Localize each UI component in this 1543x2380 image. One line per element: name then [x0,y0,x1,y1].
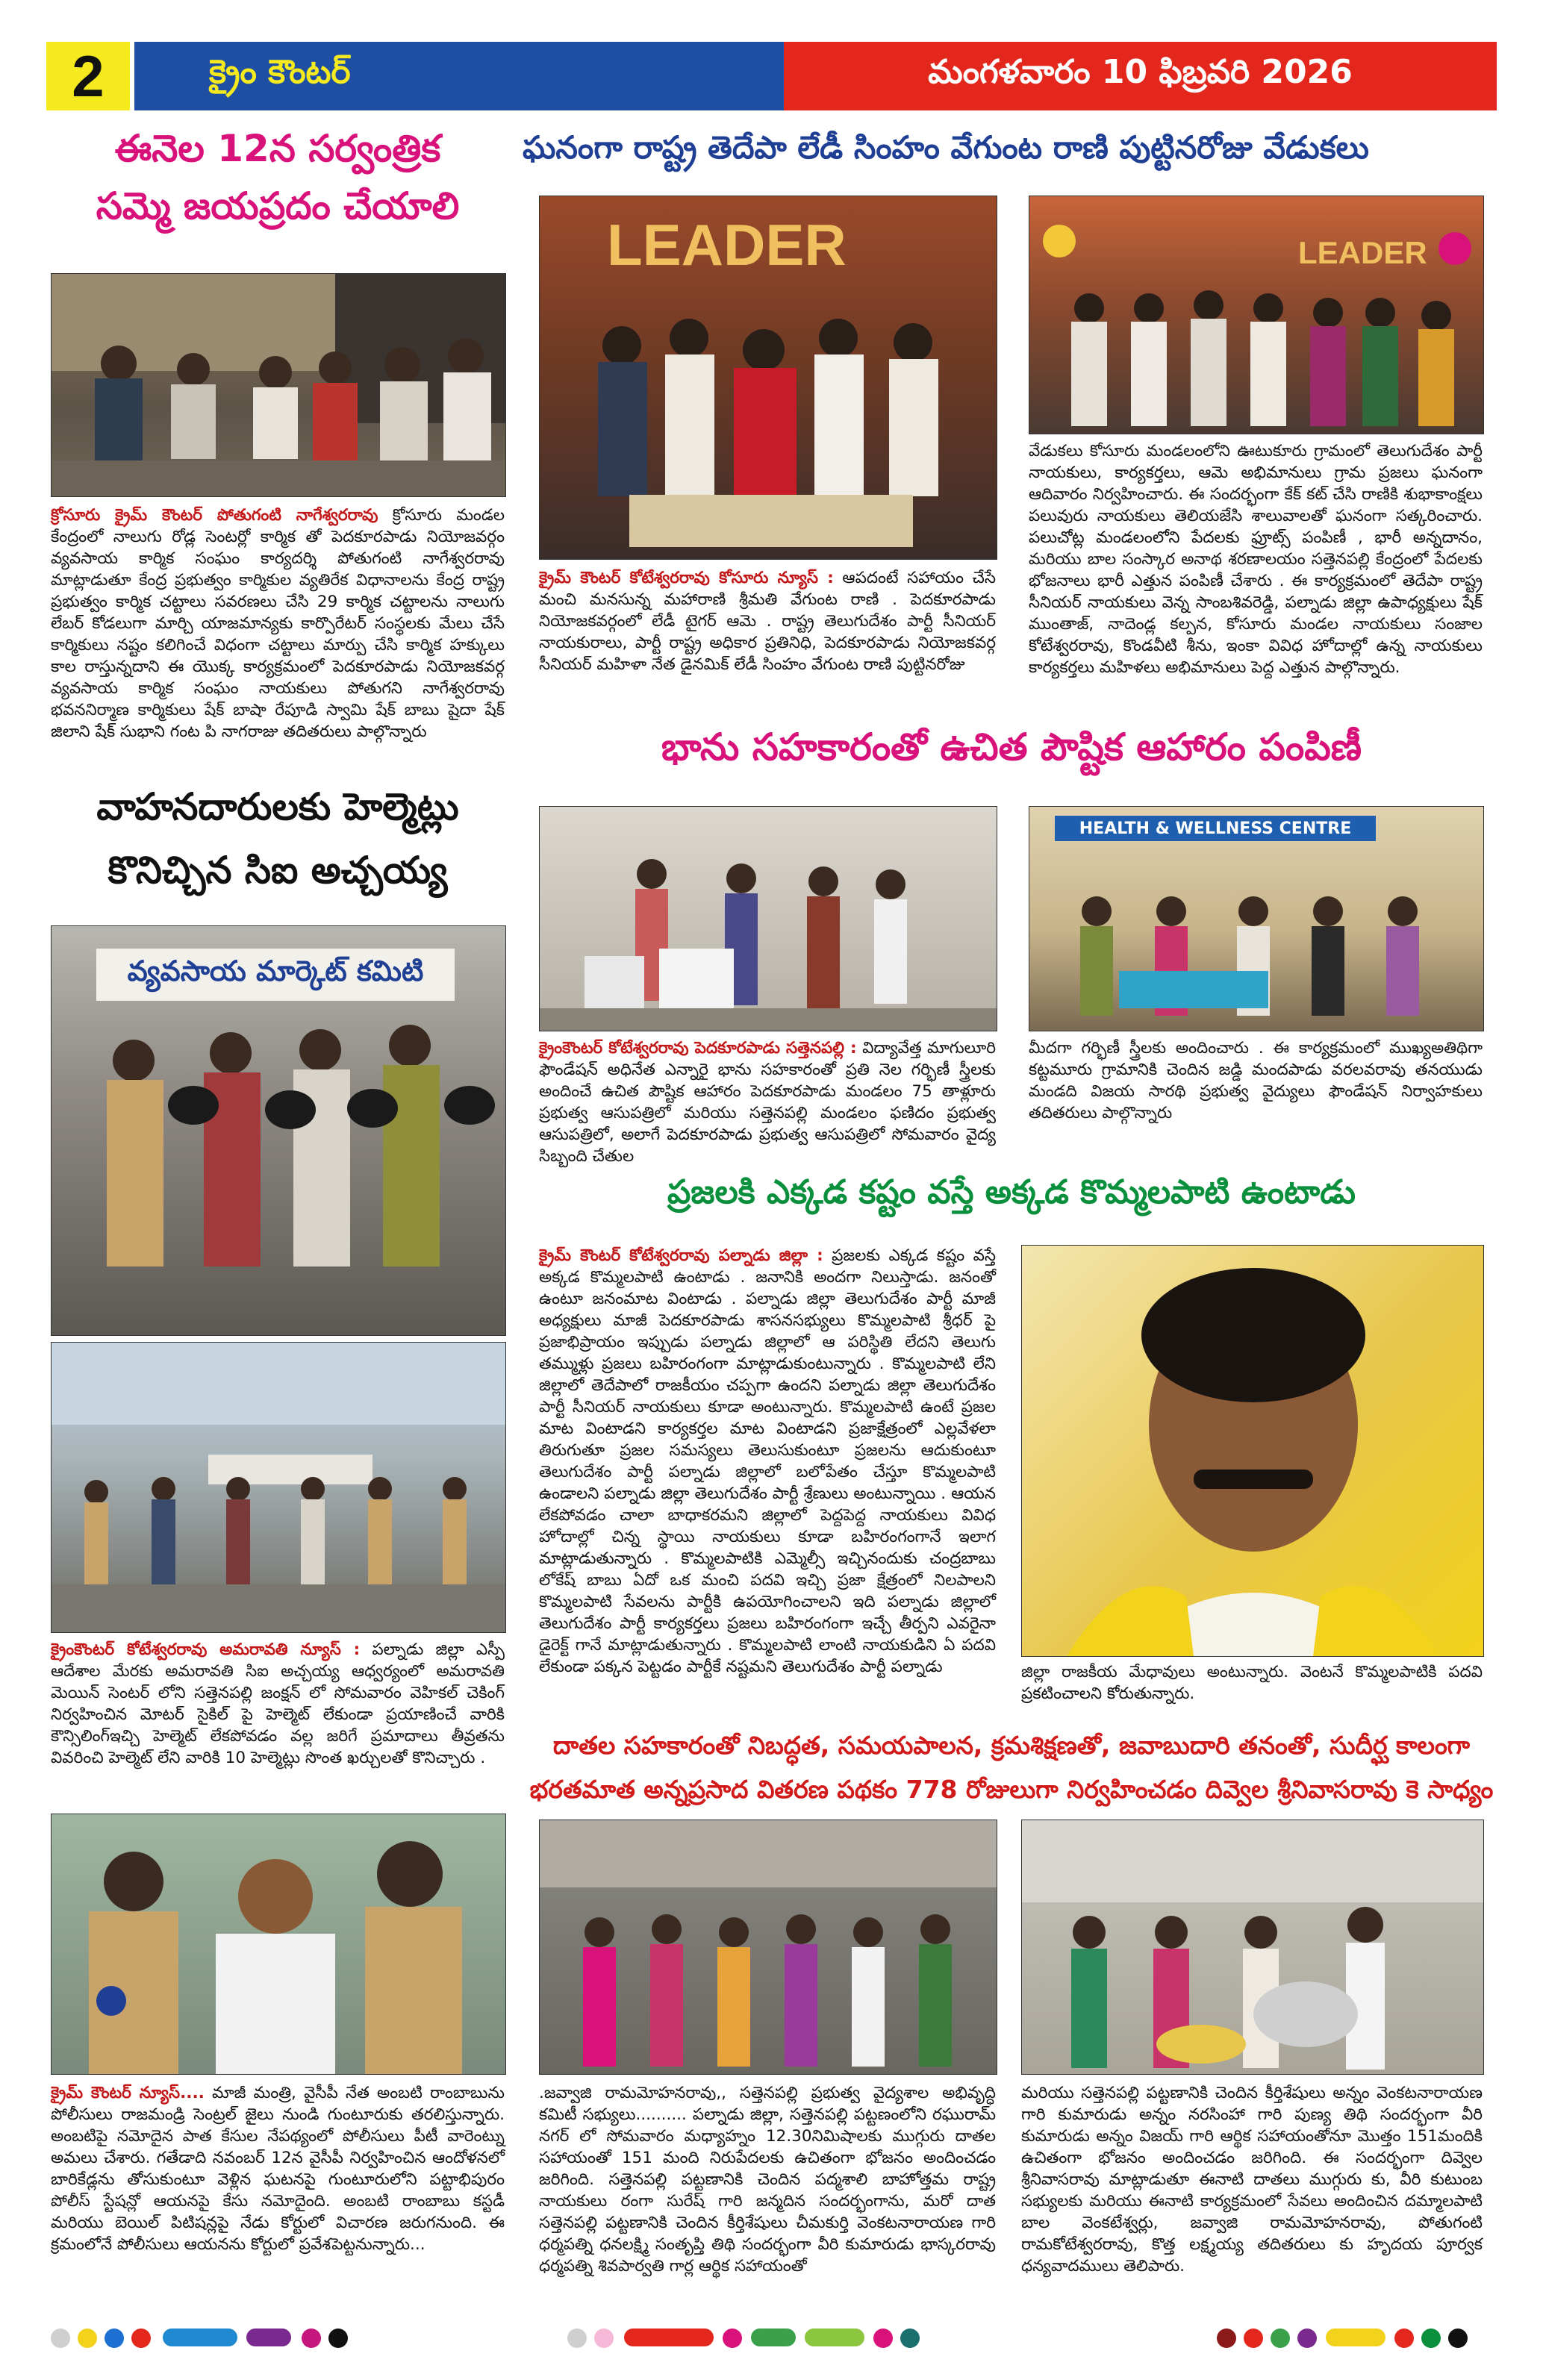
portrait-image [1022,1246,1483,1656]
story1-body: క్రోసూరు మండల కేంద్రంలో నాలుగు రోడ్ల సెంటర్లో కార్మిక తో పెదకూరపాడు నియోజవర్గం వ్యవసాయ కార్మిక సంఘం కార్యదర్శి పోతుగంటి నాగేశ్వరరావు మాట్లాడుతూ కేంద్ర ప్రభుత్వం కార్మికుల వ్యతిరేక విధానాలను కేంద్ర రాష్ట్ర ప్రభుత్వం కార్మిక చట్టాలు సవరణలు చేసి 29 కార్మిక చట్టాలను నాలుగు లేబర్ కోడలుగా మార్చి యాజమాన్యకు కార్పొరేటర్ సంస్థలకు మేలు చేసే కార్మికులు నష్టం కలిగించే విధంగా చట్టాలు మార్పు చేసి కార్మిక హక్కులు కాల రాస్తున్నదాని ఈ యొక్క కార్యక్రమంలో పెదకూరపాడు నియోజకవర్గ వ్యవసాయ కార్మిక సంఘం నాయకులు పోతుగని నాగేశ్వరరావు భవననిర్మాణ కార్మికులు షేక్ బాషా రేపూడి స్వామి షేక్ బాబు షైదా షేక్ జిలాని షేక్ సుభాని గంట పి నాగరాజు తదితరులు పాల్గొన్నారు [51,506,505,741]
story1-headline-line1: ఈనెల 12న సర్వంత్రిక [114,127,441,170]
story3-photo2 [51,1342,506,1633]
footer-pill [246,2329,291,2346]
health-centre-sign: HEALTH & WELLNESS CENTRE [1055,816,1376,841]
story5-headline: ప్రజలకి ఎక్కడ కష్టం వస్తే అక్కడ కొమ్మలపాటి ఉంటాడు [667,1173,1356,1211]
story3-body: పల్నాడు జిల్లా ఎస్పీ ఆదేశాల మేరకు అమరావతి సిఐ అచ్చయ్య ఆధ్వర్యంలో అమరావతి మెయిన్ సెంటర్ లోని సత్తెనపల్లి జంక్షన్ లో సోమవారం వెహికల్ చెకింగ్ నిర్వహించిన మోటర్ సైకిల్ పై హెల్మెట్ లేకుండా ప్రయాణించే వారికి కౌన్సిలింగ్ఇచ్చి హెల్మెట్ లేకపోవడం వల్ల జరిగే ప్రమాదాలు తీవ్రతను వివరించి హెల్మెట్ లేని వారికి 10 హెల్మెట్లు సొంత ఖర్చులతో కొనిచ్చారు . [51,1640,505,1767]
footer-dot [900,2329,920,2348]
footer-dot [567,2329,587,2348]
leader-banner-image [540,196,997,559]
page-number: 2 [46,42,130,110]
story5-article-right: జిల్లా రాజకీయ మేధావులు అంటున్నారు. వెంటనే కొమ్మలపాటికి పదవి ప్రకటించాలని కోరుతున్నారు. [1021,1663,1483,1703]
story5-photo [1021,1245,1484,1657]
footer-dot [594,2329,614,2348]
story2-photo2 [1029,196,1484,434]
roadside-helmet-image [52,1343,505,1632]
footer-dot [328,2329,348,2348]
footer-dot [131,2329,151,2348]
footer-color-strip-mid [567,2329,985,2351]
birthday-crowd-image [1029,196,1483,434]
story5-byline: క్రైమ్ కౌంటర్ కోటేశ్వరరావు పల్నాడు జిల్లా : [539,1246,823,1265]
story4-article-right: మీదగా గర్భిణీ స్త్రీలకు అందించారు . ఈ కార్యక్రమంలో ముఖ్యఅతిథిగా కట్టమూరు గ్రామానికి చెందిన జడ్డి మందపాడు వరలవరావు తనయుడు మండది విజయ సారథి ప్రభుత్వ వైద్యులు ఫౌండేషన్ నిర్వాహకులు తదితరులు పాల్గొన్నారు [1029,1039,1483,1122]
footer-dot [873,2329,893,2348]
svg-text:LEADER: LEADER [1298,235,1427,270]
story4-photo2 [1029,806,1484,1031]
story4-photo1 [539,806,997,1031]
footer-pill [624,2329,714,2346]
story6-photo2 [1021,1820,1484,2075]
story6-headline-line1: దాతల సహకారంతో నిబద్ధత, సమయపాలన, క్రమశిక్షణతో, జవాబుదారి తనంతో, సుదీర్ఘ కాలంగా [552,1731,1471,1760]
story7-photo [51,1814,506,2075]
story3-photo1 [51,925,506,1336]
story4-byline: క్రైంకౌంటర్ కోటేశ్వరరావు పెదకూరపాడు సత్తెనపల్లి : [539,1039,857,1058]
police-escort-image [52,1814,505,2074]
story5-body: ప్రజలకు ఎక్కడ కష్టం వస్తే అక్కడ కొమ్మలపాటి ఉంటాడు . జనానికి అందగా నిలుస్తాడు. జనంతో ఉంటూ జనంమాట వింటాడు . పల్నాడు జిల్లా తెలుగుదేశం పార్టీ మాజీ అధ్యక్షులు మాజీ పెదకూరపాడు శాసనసభ్యులు కొమ్మలపాటి శ్రీధర్ పై ప్రజాభిప్రాయం ఇప్పుడు పల్నాడు జిల్లాలో ఆ పరిస్థితి లేదని తెలుగు తమ్ముళ్లు ప్రజలు బహిరంగంగా మాట్లాడుకుంటున్నారు . కొమ్మలపాటి లేని జిల్లాలో తెదేపాలో రాజకీయం చప్పగా ఉందని పల్నాడు జిల్లా తెలుగుదేశం పార్టీ సీనియర్ నాయకులు కూడా అంటున్నారు. కొమ్మలపాటి ఉంటే ప్రజల మాట వింటాడని కార్యకర్తల మాట వింటాడని ప్రజాక్షేత్రంలో ఎల్లవేళలా తిరుగుతూ ప్రజల సమస్యలు తెలుసుకుంటూ ప్రజలను ఆదుకుంటూ తెలుగుదేశం పార్టీ పల్నాడు జిల్లాలో బలోపేతం చేస్తూ కొమ్మలపాటి ఉండాలని పల్నాడు జిల్లా తెలుగుదేశం పార్టీ శ్రేణులు అంటున్నాయి . ఆయన లేకపోవడం చాలా బాధాకరమని జిల్లాలో పెద్దపెద్ద నాయకులు వివిధ హోదాల్లో చిన్న స్థాయి నాయకులు కూడా బహిరంగంగానే ఇలాగ మాట్లాడుతున్నారు . కొమ్మలపాటికి ఎమ్మెల్సీ ఇచ్చినందుకు చంద్రబాబు లోకేష్ బాబు ఏదో ఒక మంచి పదవి ఇచ్చి ప్రజా క్షేత్రంలో నిలపాలని కొమ్మలపాటి సేవలను పార్టీకి ఉపయోగించాలని ఇది పల్నాడు జిల్లాలో తెలుగుదేశం పార్టీ కార్యకర్తలు ప్రజలు బహిరంగంగా ఇచ్చే తీర్పని ఎవరైనా డైరెక్ట్ గానే మాట్లాడుతున్నారు . కొమ్మలపాటి లాంటి నాయకుడిని ఏ పదవి లేకుండా పక్కన పెట్టడం పార్టీకే నష్టమని తెలుగుదేశం పార్టీ పల్నాడు [539,1246,996,1676]
story2-article-right: వేడుకలు కోసూరు మండలంలోని ఊటుకూరు గ్రామంలో తెలుగుదేశం పార్టీ నాయకులు, కార్యకర్తలు, ఆమె అభిమానులు గ్రామ ప్రజలు ఘనంగా ఆదివారం నిర్వహించారు. ఈ సందర్భంగా కేక్ కట్ చేసి రాణికి శుభాకాంక్షలు పలువురు నాయకులు తెలియజేసి శాలువాలతో ఘనంగా సత్కరించారు. పలుచోట్ల మండలంలోని పేదలకు ఫ్రూట్స్ పంపిణీ , భారీ అన్నదానం, మరియు బాల సంస్కార అనాథ శరణాలయం సత్తెనపల్లి కేంద్రంలో పేదలకు భోజనాలు భారీ ఎత్తున పంపిణీ చేశారు . ఈ కార్యక్రమంలో తెదేపా రాష్ట్ర సీనియర్ నాయకులు వెన్న సాంబశివరెడ్డి, పల్నాడు జిల్లా ఉపాధ్యక్షులు షేక్ ముంతాజ్, నాదెండ్ల కల్పన, కోసూరు మండల నాయకులు సంజాల కోటేశ్వరరావు, కొండవీటి శీను, ఇంకా వివిధ హోదాల్లో ఉన్న నాయకులు కార్యకర్తలు మహిళలు అభిమానులు పెద్ద ఎత్తున పాల్గొన్నారు. [1029,442,1483,677]
story4-body-left: విద్యావేత్త మాగులూరి ఫౌండేషన్ అధినేత ఎన్నారై భాను సహకారంతో ప్రతి నెల గర్భిణీ స్త్రీలకు అందించే ఉచిత పౌష్టిక ఆహారం పెదకూరపాడు మండలం 75 తాళ్లూరు ప్రభుత్వ ఆసుపత్రిలో మరియు సత్తెనపల్లి మండలం ఫణిదం ప్రభుత్వ ఆసుపత్రిలో, అలాగే పెదకూరపాడు ప్రభుత్వ ఆసుపత్రిలో సోమవారం వైద్య సిబ్బంది చేతుల [539,1039,996,1166]
story2-photo1 [539,196,997,560]
footer-dot [723,2329,742,2348]
story1-photo [51,273,506,497]
food-distribution-image [540,1820,997,2074]
story2-body-left: ఆపదంటే సహాయం చేసే మంచి మనసున్న మహారాణి శ్రీమతి వేగుంట రాణి . పెదకూరపాడు నియోజకవర్గంలో లేడీ టైగర్ ఆమె . రాష్ట్ర తెలుగుదేశం పార్టీ సీనియర్ నాయకురాలు, పార్టీ రాష్ట్ర అధికార ప్రతినిధి, పెదకూరపాడు నియోజకవర్గ సీనియర్ మహిళా నేత డైనమిక్ లేడీ సింహం వేగుంట రాణి పుట్టినరోజు [539,569,996,674]
meal-serving-image [1022,1820,1483,2074]
food-serving-image [540,807,997,1031]
footer-pill [805,2329,864,2346]
story2-article-left [539,567,996,675]
story4-headline: భాను సహకారంతో ఉచిత పౌష్టిక ఆహారం పంపిణీ [661,725,1362,769]
footer-dot [1244,2329,1263,2348]
section-title: క్రైం కౌంటర్ [209,53,351,91]
story3-headline-line1: వాహనదారులకు హెల్మెట్లు [96,785,459,828]
footer-dot [1271,2329,1290,2348]
story6-headline [523,1730,1500,1805]
story6-headline-line2: భరతమాత అన్నప్రసాద వితరణ పథకం 778 రోజులుగా నిర్వహించడం దివ్వెల శ్రీనివాసరావు కె సాధ్యం [529,1775,1494,1805]
story7-article [51,2082,505,2255]
story3-headline [46,784,509,893]
story3-article [51,1639,505,1769]
date-banner [784,42,1497,110]
footer-dot [78,2329,97,2348]
market-committee-sign: వ్యవసాయ మార్కెట్ కమిటి [96,949,455,1001]
footer-dot [1217,2329,1236,2348]
footer-dot [51,2329,70,2348]
story3-byline: క్రైంకౌంటర్ కోటేశ్వరరావు అమరావతి న్యూస్ : [51,1640,361,1659]
footer-pill [163,2329,237,2346]
story3-headline-line2: కొనిచ్చిన సిఐ అచ్చయ్య [107,848,448,892]
footer-color-strip-left [51,2329,499,2351]
workers-group-image [52,274,505,496]
story6-photo1 [539,1820,997,2075]
footer-dot [302,2329,321,2348]
footer-color-strip-right [1217,2329,1486,2351]
issue-date: మంగళవారం 10 ఫిబ్రవరి 2026 [928,53,1353,91]
story2-byline: క్రైమ్ కౌంటర్ కోటేశ్వరరావు కోసూరు న్యూస్ : [539,569,834,587]
story6-article-mid: .జవ్వాజి రామమోహనరావు,, సత్తెనపల్లి ప్రభుత్వ వైద్యశాల అభివృద్ధి కమిటీ సభ్యులు.......... పల్నాడు జిల్లా, సత్తెనపల్లి పట్టణంలోని రఘురామ్ నగర్ లో సోమవారం మధ్యాహ్నం 12.30నిమిషాలకు ముగ్గురు దాతల సహాయంతో 151 మంది నిరుపేదలకు ఉచితంగా భోజనం అందించడం జరిగింది. సత్తెనపల్లి పట్టణానికి చెందిన పద్మశాలి బాహోత్తమ రాష్ట్ర నాయకులు రంగా సురేష్ గారి జన్మదిన సందర్భంగాను, మరో దాత సత్తెనపల్లి పట్టణానికి చెందిన కీర్తిశేషులు చీమకుర్తి వెంకటనారాయణ గారి ధర్మపత్ని ధనలక్ష్మి సంతృప్తి తిథి సందర్భంగా వీరి కుమారుడు భాస్కరరావు ధర్మపత్ని శివపార్వతి గార్ల ఆర్థిక సహాయంతో [539,2084,996,2276]
footer-pill [751,2329,796,2346]
footer-dot [1394,2329,1414,2348]
footer-dot [1448,2329,1468,2348]
footer-dot [1421,2329,1441,2348]
section-banner [134,42,784,110]
story1-byline: క్రోసూరు క్రైమ్ కౌంటర్ పోతుగంటి నాగేశ్వరరావు [51,506,378,525]
story6-article-right: మరియు సత్తెనపల్లి పట్టణానికి చెందిన కీర్తిశేషులు అన్నం వెంకటనారాయణ గారి కుమారుడు అన్నం నరసింహా గారి పుణ్య తిథి సందర్భంగా వీరి కుమారుడు అన్నం విజయ్ గారి ఆర్థిక సహాయంతోనూ మొత్తం 151మందికి ఉచితంగా భోజనం అందించడం జరిగింది. ఈ సందర్భంగా దివ్వెల శ్రీనివాసరావు మాట్లాడుతూ ఈనాటి దాతలు ముగ్గురు కు, వీరి కుటుంబ సభ్యులకు మరియు ఈనాటి కార్యక్రమంలో సేవలు అందించిన దమ్మాలపాటి బాల వెంకటేశ్వర్లు, జవ్వాజి రామమోహనరావు, పోతుగంటి రామకోటేశ్వరరావు, కొత్త లక్ష్మయ్య తదితరులు కు హృదయ పూర్వక ధన్యవాదములు తెలిపారు. [1021,2084,1483,2276]
footer-dot [1297,2329,1317,2348]
helmet-handover-image [52,926,505,1335]
story4-article-left [539,1037,996,1167]
story5-article [539,1245,996,1678]
story1-headline-line2: సమ్మె జయప్రదం చేయాలి [96,184,460,228]
story7-byline: క్రైమ్ కౌంటర్ న్యూస్.... [51,2084,205,2102]
story1-headline [46,125,509,229]
footer-pill [1326,2329,1385,2346]
story7-body: మాజీ మంత్రి, వైసీపీ నేత అంబటి రాంబాబును పోలీసులు రాజమండ్రి సెంట్రల్ జైలు నుండి గుంటూరుకు తరలిస్తున్నారు. అంబటిపై నమోదైన పాత కేసుల నేపథ్యంలో పోలీసులు పీటీ వారెంట్ను అమలు చేశారు. గతేడాది నవంబర్ 12న వైసీపీ నిర్వహించిన ఆందోళనలో బారికేడ్లను తోసుకుంటూ వెళ్లిన ఘటనపై గుంటూరులోని పట్టాభిపురం పోలీస్ స్టేషన్లో ఆయనపై కేసు నమోదైంది. అంబటి రాంబాబు కస్టడీ మరియు బెయిల్ పిటిషన్లపై నేడు కోర్టులో విచారణ జరుగనుంది. ఈ క్రమంలోనే పోలీసులు ఆయనను కోర్టులో ప్రవేశపెట్టనున్నారు... [51,2084,505,2254]
svg-text:LEADER: LEADER [607,212,847,278]
story1-article [51,505,505,743]
story2-headline: ఘనంగా రాష్ట్ర తెదేపా లేడీ సింహం వేగుంట రాణి పుట్టినరోజు వేడుకలు [523,129,1369,166]
health-centre-image [1029,807,1483,1031]
footer-dot [105,2329,124,2348]
